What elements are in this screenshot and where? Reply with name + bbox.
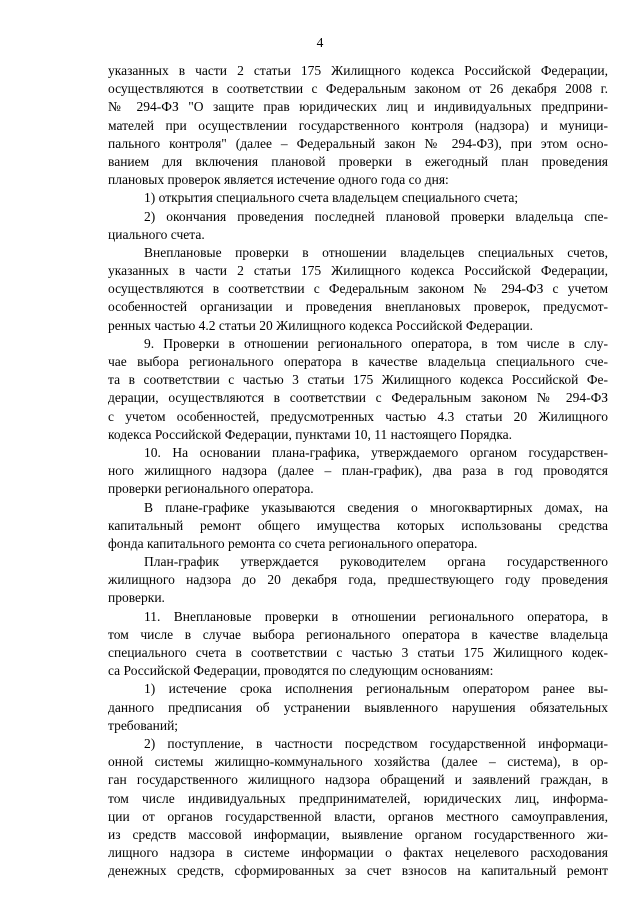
text-line: проверки регионального оператора.: [108, 481, 314, 497]
text-line: 2) поступление, в частности посредством государственной информаци-: [144, 735, 608, 751]
text-line: капитальный ремонт общего имущества которых использованы средства: [108, 517, 608, 533]
text-line: мателей при осуществлении государственного контроля (надзора) и муници-: [108, 117, 608, 133]
text-line: онной системы жилищно-коммунального хозяйства (далее – система), в ор-: [108, 754, 608, 770]
text-line: ванием для включения плановой проверки в ежегодный план проведения: [108, 153, 608, 169]
text-line: фонда капитального ремонта со счета регионального оператора.: [108, 535, 478, 551]
text-line: жилищного надзора до 20 декабря года, предшествующего году проведения: [108, 572, 608, 588]
text-line: осуществляются в соответствии с Федеральным законом № 294-ФЗ с учетом: [108, 281, 608, 297]
text-line: данного предписания об устранении выявленного нарушения обязательных: [108, 699, 608, 715]
text-line: указанных в части 2 статьи 175 Жилищного кодекса Российской Федерации,: [108, 63, 608, 78]
text-line: кодекса Российской Федерации, пунктами 10, 11 настоящего Порядка.: [108, 426, 513, 442]
text-line: плановых проверок является истечение одного года со дня:: [108, 172, 449, 188]
text-line: ции от органов государственной власти, органов местного самоуправления,: [108, 808, 608, 824]
text-line: особенностей организации и проведения внеплановых проверок, предусмот-: [108, 299, 608, 315]
text-line: 1) открытия специального счета владельцем специального счета;: [144, 190, 519, 206]
text-line: ренных частью 4.2 статьи 20 Жилищного кодекса Российской Федерации.: [108, 317, 534, 333]
text-line: чае выбора регионального оператора в качестве владельца специального сче-: [108, 354, 608, 369]
text-line: циального счета.: [108, 226, 205, 242]
text-line: ного жилищного надзора (далее – план-график), два раза в год проводятся: [108, 463, 608, 479]
text-line: са Российской Федерации, проводятся по следующим основаниям:: [108, 663, 494, 679]
text-line: требований;: [108, 717, 179, 733]
text-line: № 294-ФЗ "О защите прав юридических лиц и индивидуальных предприни-: [108, 99, 608, 115]
text-line: дерации, осуществляются в соответствии с Федеральным законом № 294-ФЗ: [108, 390, 608, 406]
text-line: Внеплановые проверки в отношении владельцев специальных счетов,: [144, 244, 608, 260]
text-line: указанных в части 2 статьи 175 Жилищного кодекса Российской Федерации,: [108, 263, 608, 279]
text-line: том числе индивидуальных предпринимателей, юридических лиц, информа-: [108, 790, 608, 806]
text-line: из средств массовой информации, выявление органом государственного жи-: [108, 826, 608, 842]
text-line: специального счета в соответствии с частью 3 статьи 175 Жилищного кодек-: [108, 645, 608, 660]
text-line: ган государственного жилищного надзора обращений и заявлений граждан, в: [108, 772, 608, 788]
text-line: том числе в случае выбора регионального оператора в качестве владельца: [108, 626, 608, 642]
document-body: [108, 62, 608, 880]
text-line: пального контроля" (далее – Федеральный закон № 294-ФЗ), при этом осно-: [108, 135, 608, 151]
page-number: 4: [316, 35, 324, 50]
text-line: 9. Проверки в отношении регионального оператора, в том числе в слу-: [144, 335, 608, 351]
text-line: осуществляются в соответствии с Федеральным законом от 26 декабря 2008 г.: [108, 81, 608, 97]
text-line: 11. Внеплановые проверки в отношении регионального оператора, в: [144, 608, 608, 624]
text-line: План-график утверждается руководителем органа государственного: [144, 554, 608, 570]
text-line: та в соответствии с частью 3 статьи 175 Жилищного кодекса Российской Фе-: [108, 372, 608, 388]
text-line: 2) окончания проведения последней плановой проверки владельца спе-: [144, 208, 608, 224]
text-line: В плане-графике указываются сведения о многоквартирных домах, на: [144, 499, 608, 515]
text-line: с учетом особенностей, предусмотренных частью 4.3 статьи 20 Жилищного: [108, 408, 608, 424]
text-line: проверки.: [108, 590, 165, 606]
text-line: лищного надзора в системе информации о фактах нецелевого расходования: [108, 845, 608, 861]
text-line: 10. На основании плана-графика, утверждаемого органом государствен-: [144, 444, 608, 460]
text-line: денежных средств, сформированных за счет взносов на капитальный ремонт: [108, 863, 608, 879]
text-line: 1) истечение срока исполнения региональным оператором ранее вы-: [144, 681, 608, 697]
